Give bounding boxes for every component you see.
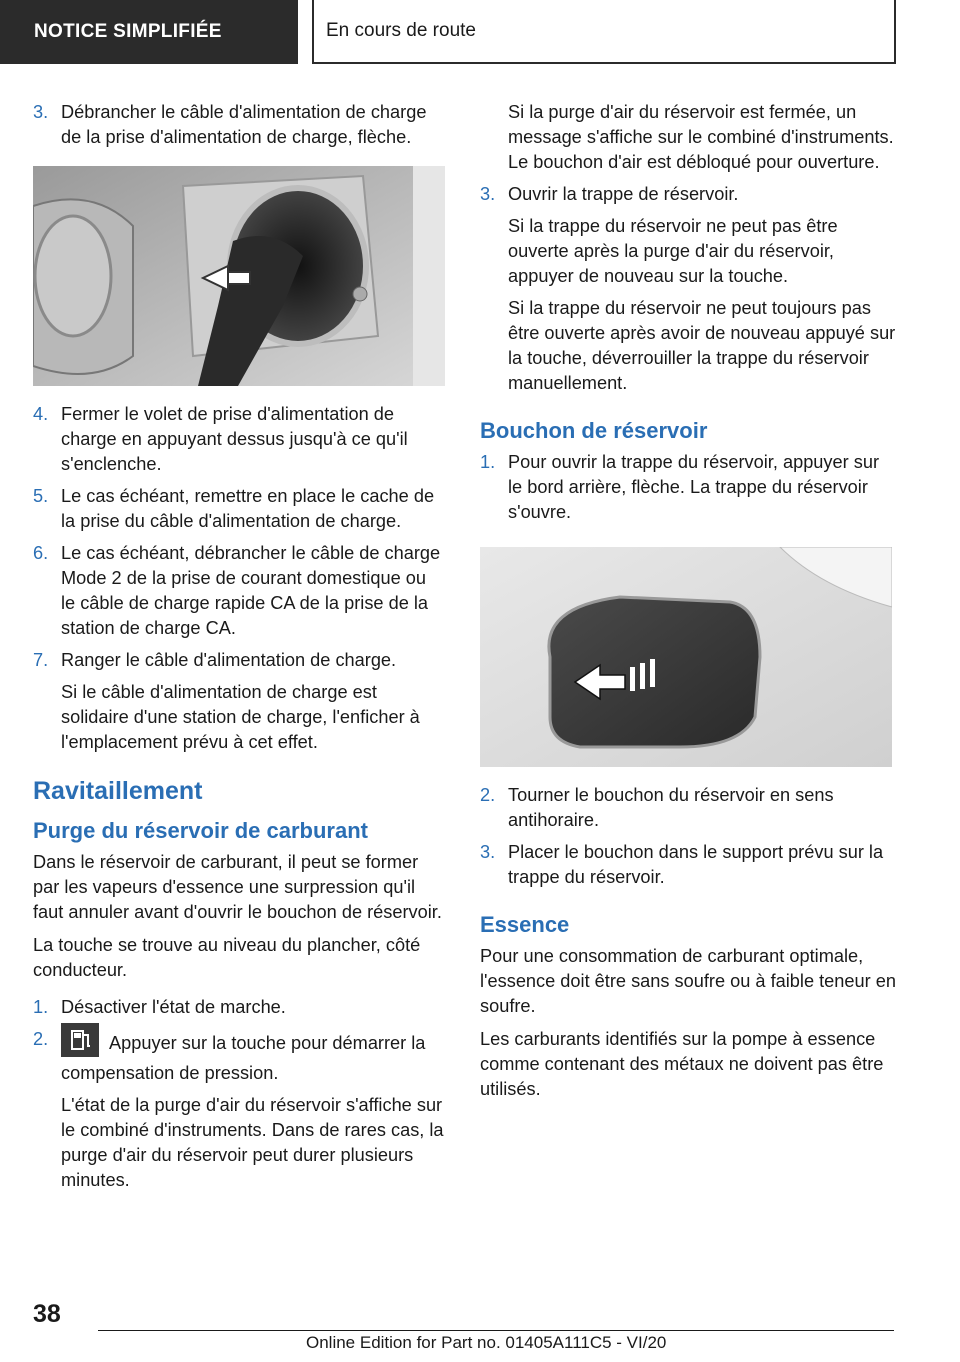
purge-paragraph-1: Dans le réservoir de carburant, il peut se former par les vapeurs d'essence une surpression qu'il faut annuler avant d'ouvrir le bouchon de réservoir. (33, 852, 442, 922)
step-number: 7. (33, 650, 49, 670)
step-text: Débrancher le câble d'alimentation de charge de la prise d'alimentation de charge, flèche. (61, 102, 427, 147)
step-number: 1. (33, 997, 49, 1017)
fuel-button-icon (61, 1023, 99, 1057)
petrol-paragraph-2: Les carburants identifiés sur la pompe à essence comme contenant des métaux ne doivent pas être utilisés. (480, 1029, 884, 1099)
step-text: Ouvrir la trappe de réservoir. (508, 184, 739, 204)
heading-petrol: Essence (480, 912, 570, 937)
step-number: 3. (480, 842, 496, 862)
step-note: Si la trappe du réservoir ne peut toujours pas être ouverte après avoir de nouveau appuyé sur la touche, déverrouiller la trappe du réservoir manuellement. (508, 298, 896, 393)
step-note: L'état de la purge d'air du réservoir s'affiche sur le combiné d'instruments. Dans de rares cas, la purge d'air du réservoir peut durer plusieurs minutes. (61, 1095, 444, 1190)
step-number: 3. (480, 184, 496, 204)
step-text: Désactiver l'état de marche. (61, 997, 286, 1017)
purge-step-2 (33, 1027, 445, 1193)
step-7 (33, 648, 445, 755)
chapter-title: En cours de route (312, 0, 896, 64)
fuel-flap-photo (480, 547, 892, 767)
edition-footer: Online Edition for Part no. 01405A111C5 - VI/20 (306, 1333, 667, 1352)
step-number: 3. (33, 102, 49, 122)
right-column (480, 100, 896, 1110)
cap-step-3 (480, 840, 896, 890)
step-number: 2. (480, 785, 496, 805)
step-4 (33, 402, 445, 477)
purge-paragraph-2: La touche se trouve au niveau du plancher, côté conducteur. (33, 935, 421, 980)
heading-refuel: Ravitaillement (33, 777, 203, 805)
step-note: Si la purge d'air du réservoir est fermée, un message s'affiche sur le combiné d'instruments. Le bouchon d'air est débloqué pour ouverture. (508, 102, 894, 172)
step-number: 4. (33, 404, 49, 424)
heading-fuel-cap: Bouchon de réservoir (480, 418, 708, 443)
step-note: Si le câble d'alimentation de charge est solidaire d'une station de charge, l'enficher à l'emplacement prévu à cet effet. (61, 682, 420, 752)
step-6 (33, 541, 445, 641)
step-text: Appuyer sur la touche pour démarrer la compensation de pression. (61, 1032, 426, 1083)
purge-step-3 (480, 182, 896, 396)
footer-divider (98, 1330, 894, 1331)
step-text: Fermer le volet de prise d'alimentation de charge en appuyant dessus jusqu'à ce qu'il s'enclenche. (61, 404, 408, 474)
cap-step-2 (480, 783, 896, 833)
left-column (33, 100, 445, 1200)
purge-continued (480, 100, 896, 175)
step-number: 1. (480, 452, 496, 472)
step-3 (33, 100, 445, 150)
step-note: Si la trappe du réservoir ne peut pas être ouverte après la purge d'air du réservoir, appuyer de nouveau sur la touche. (508, 216, 838, 286)
petrol-paragraph-1: Pour une consommation de carburant optimale, l'essence doit être sans soufre ou à faible teneur en soufre. (480, 946, 896, 1016)
page-number: 38 (33, 1300, 61, 1328)
cap-step-1 (480, 450, 896, 525)
step-5 (33, 484, 445, 534)
step-number: 6. (33, 543, 49, 563)
section-tab: NOTICE SIMPLIFIÉE (0, 0, 298, 64)
step-text: Ranger le câble d'alimentation de charge. (61, 650, 397, 670)
heading-purge: Purge du réservoir de carburant (33, 818, 368, 843)
step-number: 2. (33, 1029, 49, 1049)
purge-step-1 (33, 995, 445, 1020)
charging-socket-photo (33, 166, 445, 386)
step-text: Le cas échéant, débrancher le câble de charge Mode 2 de la prise de courant domestique ou le câble de charge rapide CA de la prise de la station de charge CA. (61, 543, 441, 638)
step-text: Le cas échéant, remettre en place le cache de la prise du câble d'alimentation de charge. (61, 486, 435, 531)
step-text: Pour ouvrir la trappe du réservoir, appuyer sur le bord arrière, flèche. La trappe du réservoir s'ouvre. (508, 452, 880, 522)
step-text: Tourner le bouchon du réservoir en sens antihoraire. (508, 785, 834, 830)
step-number: 5. (33, 486, 49, 506)
step-text: Placer le bouchon dans le support prévu sur la trappe du réservoir. (508, 842, 884, 887)
